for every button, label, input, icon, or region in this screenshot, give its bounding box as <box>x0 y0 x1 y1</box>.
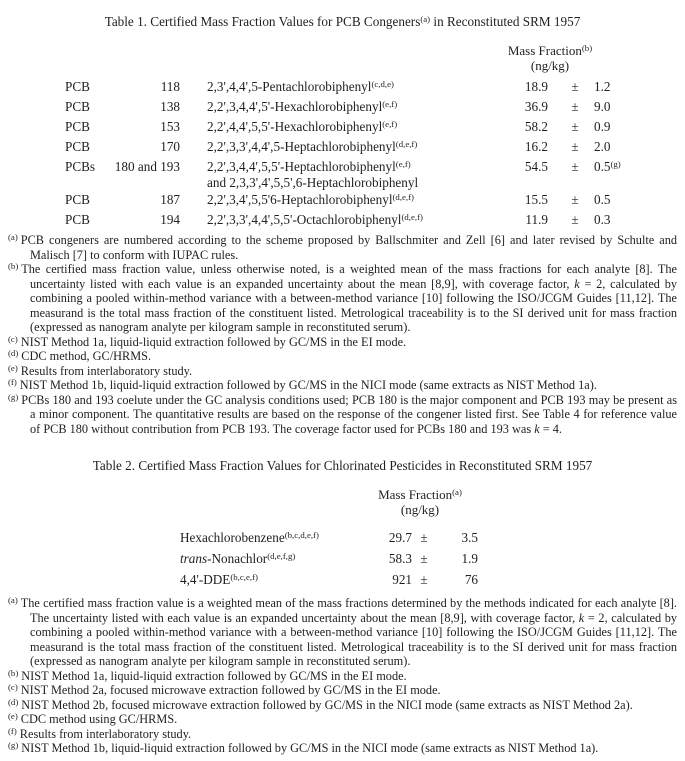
footnote-refs: (b,c,d,e,f) <box>284 530 319 540</box>
footnote-marker: (a) <box>8 232 18 242</box>
mass-fraction-header <box>489 43 611 58</box>
footnote <box>8 364 677 379</box>
uncertainty-value: 0.3 <box>594 212 611 227</box>
footnote <box>8 683 677 698</box>
compound-name: 2,2',3,3',4,4',5-Heptachlorobiphenyl$^{(d,e,f)}$ <box>207 139 418 154</box>
footnote-text: NIST Method 1b, liquid-liquid extraction followed by GC/MS in the NICI mode (same extracts as NIST Method 1a). <box>21 741 599 755</box>
congener-number: 118 <box>160 79 180 94</box>
congener-number: 187 <box>160 192 180 207</box>
table-row <box>8 527 677 548</box>
uncertainty-value: 0.9 <box>594 119 611 134</box>
footnote-text: CDC method using GC/HRMS. <box>20 712 178 726</box>
compound-name-line2: and 2,3,3',4',5,5',6-Heptachlorobiphenyl <box>207 175 419 190</box>
uncertainty-value: 1.9 <box>461 551 478 566</box>
footnote-marker: (f) <box>8 725 17 736</box>
footnote-marker: (e) <box>8 362 18 373</box>
footnote <box>8 727 677 742</box>
footnote-refs: (d,e,f,g) <box>267 551 296 561</box>
compound-name: 2,2',4,4',5,5'-Hexachlorobiphenyl$^{(e,f)}$ <box>207 119 398 134</box>
compound-name: 2,2',3,4,4',5,5'-Heptachlorobiphenyl$^{(e,f)}$ and 2,3,3',4',5,5',6-Heptachlorobiphenyl <box>207 157 502 190</box>
compound-class: PCB <box>65 79 90 94</box>
table1-title: Table 1. Certified Mass Fraction Values for PCB Congeners$^{(a)}$ in Reconstituted SRM 1957 <box>104 14 581 29</box>
uncertainty-value: 1.2 <box>594 79 611 94</box>
compound-name: 2,2',3,3',4,4',5,5'-Octachlorobiphenyl$^{(d,e,f)}$ <box>207 212 423 227</box>
footnote <box>8 262 677 335</box>
footnote <box>8 393 677 437</box>
footnote-marker: (c) <box>8 682 18 692</box>
table-row <box>8 77 677 97</box>
table-row <box>8 117 677 137</box>
table2-body <box>8 527 677 590</box>
table-row <box>8 190 677 210</box>
footnote-refs: (e,f) <box>382 99 398 109</box>
plus-minus-sign: ± <box>420 551 428 566</box>
compound-name: 4,4'-DDE$^{(b,c,e,f)}$ <box>180 572 258 587</box>
plus-minus-sign: ± <box>571 212 579 227</box>
footnote <box>8 741 677 756</box>
footnote-marker: (d) <box>8 348 19 358</box>
table2-title: Table 2. Certified Mass Fraction Values for Chlorinated Pesticides in Reconstituted SRM 1957 <box>92 458 593 473</box>
compound-class: PCB <box>65 99 90 114</box>
footnote-marker: (c) <box>8 333 18 344</box>
mass-fraction-value: 15.5 <box>524 192 548 207</box>
plus-minus-sign: ± <box>420 530 428 545</box>
mass-fraction-label: Mass Fraction <box>507 43 582 58</box>
plus-minus-sign: ± <box>571 192 579 207</box>
footnote-marker: (a) <box>8 595 18 605</box>
footnote-ref-g: (g) <box>610 159 621 169</box>
mass-fraction-value: 29.7 <box>388 530 412 545</box>
footnote-marker: (g) <box>8 740 19 750</box>
compound-name: trans-Nonachlor$^{(d,e,f,g)}$ <box>180 551 296 566</box>
congener-number: 180 and 193 <box>114 159 180 174</box>
table2-footnotes <box>8 596 677 756</box>
footnote <box>8 335 677 350</box>
footnote-marker: (d) <box>8 696 19 707</box>
footnote <box>8 698 677 713</box>
footnote <box>8 712 677 727</box>
mass-fraction-value: 18.9 <box>524 79 548 94</box>
plus-minus-sign: ± <box>571 119 579 134</box>
congener-number: 138 <box>160 99 180 114</box>
mass-fraction-value: 921 <box>392 572 412 587</box>
mass-fraction-header <box>355 487 485 502</box>
uncertainty-value: 9.0 <box>594 99 611 114</box>
uncertainty-value: 76 <box>464 572 478 587</box>
mass-fraction-value: 58.2 <box>524 119 548 134</box>
footnote <box>8 596 677 669</box>
compound-name: Hexachlorobenzene$^{(b,c,d,e,f)}$ <box>180 530 319 545</box>
footnote <box>8 669 677 684</box>
congener-number: 170 <box>160 139 180 154</box>
table-row <box>8 137 677 157</box>
footnote-text: PCBs 180 and 193 coelute under the GC analysis conditions used; PCB 180 is the major component and PCB 193 may be present as a minor component. The quantitative results are based on the response of the congener listed first. See Table 4 for reference value of PCB 180 without contribution from PCB 193. The coverage factor used for PCBs 180 and 193 was k = 4. <box>21 392 677 436</box>
footnote-marker: (b) <box>8 667 19 678</box>
compound-class: PCB <box>65 139 90 154</box>
footnote-marker: (b) <box>8 261 19 271</box>
mass-fraction-value: 11.9 <box>525 212 548 227</box>
footnote-refs: (e,f) <box>382 119 398 129</box>
table-row <box>8 210 677 230</box>
footnote-text: NIST Method 2a, focused microwave extraction followed by GC/MS in the EI mode. <box>20 683 441 697</box>
plus-minus-sign: ± <box>571 99 579 114</box>
footnote-text: Results from interlaboratory study. <box>19 726 192 741</box>
table1-footnotes <box>8 233 677 436</box>
footnote-marker: (e) <box>8 711 18 721</box>
footnote-ref-b: (b) <box>581 43 593 53</box>
table-row <box>8 157 677 190</box>
footnote-refs: (d,e,f) <box>395 139 418 149</box>
mass-fraction-value: 36.9 <box>524 99 548 114</box>
footnote-marker: (f) <box>8 377 17 387</box>
uncertainty-value: 0.5$^{(g)}$ <box>594 159 621 174</box>
table-row <box>8 569 677 590</box>
compound-name: 2,2',3,4,4',5'-Hexachlorobiphenyl$^{(e,f)}$ <box>207 99 398 114</box>
compound-class: PCBs <box>65 159 96 174</box>
unit-label: (ng/kg) <box>530 58 570 73</box>
footnote-refs: (b,c,e,f) <box>230 572 258 582</box>
plus-minus-sign: ± <box>571 159 579 174</box>
footnote-refs: (d,e,f) <box>401 212 423 222</box>
mass-fraction-value: 16.2 <box>524 139 548 154</box>
footnote <box>8 233 677 262</box>
mass-fraction-value: 54.5 <box>524 159 548 174</box>
footnote-text: The certified mass fraction value is a weighted mean of the mass fractions determined by the methods indicated for each analyte [8]. The uncertainty listed with each value is an expanded uncertainty about the mean [8,9], with coverage factor, k = 2, calculated by combining a pooled within-method variance with a between-method variance [10] following the ISO/JCGM Guides [11,12]. The measurand is the total mass fraction of the constituent listed. Metrological traceability is to the SI derived unit for mass fraction (expressed as nanogram analyte per kilogram sample in reconstituted serum). <box>20 596 677 668</box>
footnote-text: CDC method, GC/HRMS. <box>21 349 152 363</box>
table-row <box>8 97 677 117</box>
footnote-text: The certified mass fraction value, unless otherwise noted, is a weighted mean of the mass fractions for each analyte [8]. The uncertainty listed with each value is an expanded uncertainty about the mean [8,9], with coverage factor, k = 2, calculated by combining a pooled within-method variance with a between-method variance [10] following the ISO/JCGM Guides [11,12]. The measurand is the total mass fraction of the constituent listed. Metrological traceability is to the SI derived unit for mass fraction (expressed as nanogram analyte per kilogram sample in reconstituted serum). <box>21 262 677 334</box>
congener-number: 194 <box>160 212 180 227</box>
uncertainty-value: 2.0 <box>594 139 611 154</box>
compound-class: PCB <box>65 212 90 227</box>
plus-minus-sign: ± <box>571 139 579 154</box>
plus-minus-sign: ± <box>571 79 579 94</box>
footnote-text: NIST Method 1b, liquid-liquid extraction followed by GC/MS in the NICI mode (same extracts as NIST Method 1a). <box>19 378 597 392</box>
table-row <box>8 548 677 569</box>
footnote <box>8 349 677 364</box>
footnote-text: NIST Method 2b, focused microwave extraction followed by GC/MS in the NICI mode (same extracts as NIST Method 2a). <box>21 697 633 712</box>
compound-name: 2,3',4,4',5-Pentachlorobiphenyl$^{(c,d,e)}$ <box>207 79 394 94</box>
compound-class: PCB <box>65 192 90 207</box>
compound-name: 2,2',3,4',5,5'6-Heptachlorobiphenyl$^{(d,e,f)}$ <box>207 192 414 207</box>
uncertainty-value: 0.5 <box>594 192 611 207</box>
footnote-marker: (g) <box>8 391 19 402</box>
mass-fraction-label: Mass Fraction <box>378 487 453 502</box>
table2-column-header <box>355 487 485 517</box>
footnote-text: PCB congeners are numbered according to the scheme proposed by Ballschmiter and Zell [6] and later revised by Schulte and Malisch [7] to conform with IUPAC rules. <box>20 233 677 262</box>
footnote-text: NIST Method 1a, liquid-liquid extraction followed by GC/MS in the EI mode. <box>21 668 407 683</box>
footnote <box>8 378 677 393</box>
footnote-refs: (d,e,f) <box>392 192 414 202</box>
footnote-text: Results from interlaboratory study. <box>20 363 193 378</box>
uncertainty-value: 3.5 <box>461 530 478 545</box>
compound-class: PCB <box>65 119 90 134</box>
table1-column-header <box>489 43 611 73</box>
congener-number: 153 <box>160 119 180 134</box>
footnote-refs: (e,f) <box>395 159 411 169</box>
footnote-refs: (c,d,e) <box>371 79 394 89</box>
plus-minus-sign: ± <box>420 572 428 587</box>
footnote-ref-a: (a) <box>452 487 462 497</box>
table1-body <box>8 77 677 230</box>
unit-label: (ng/kg) <box>400 502 440 517</box>
mass-fraction-value: 58.3 <box>388 551 412 566</box>
footnote-text: NIST Method 1a, liquid-liquid extraction followed by GC/MS in the EI mode. <box>20 334 407 349</box>
